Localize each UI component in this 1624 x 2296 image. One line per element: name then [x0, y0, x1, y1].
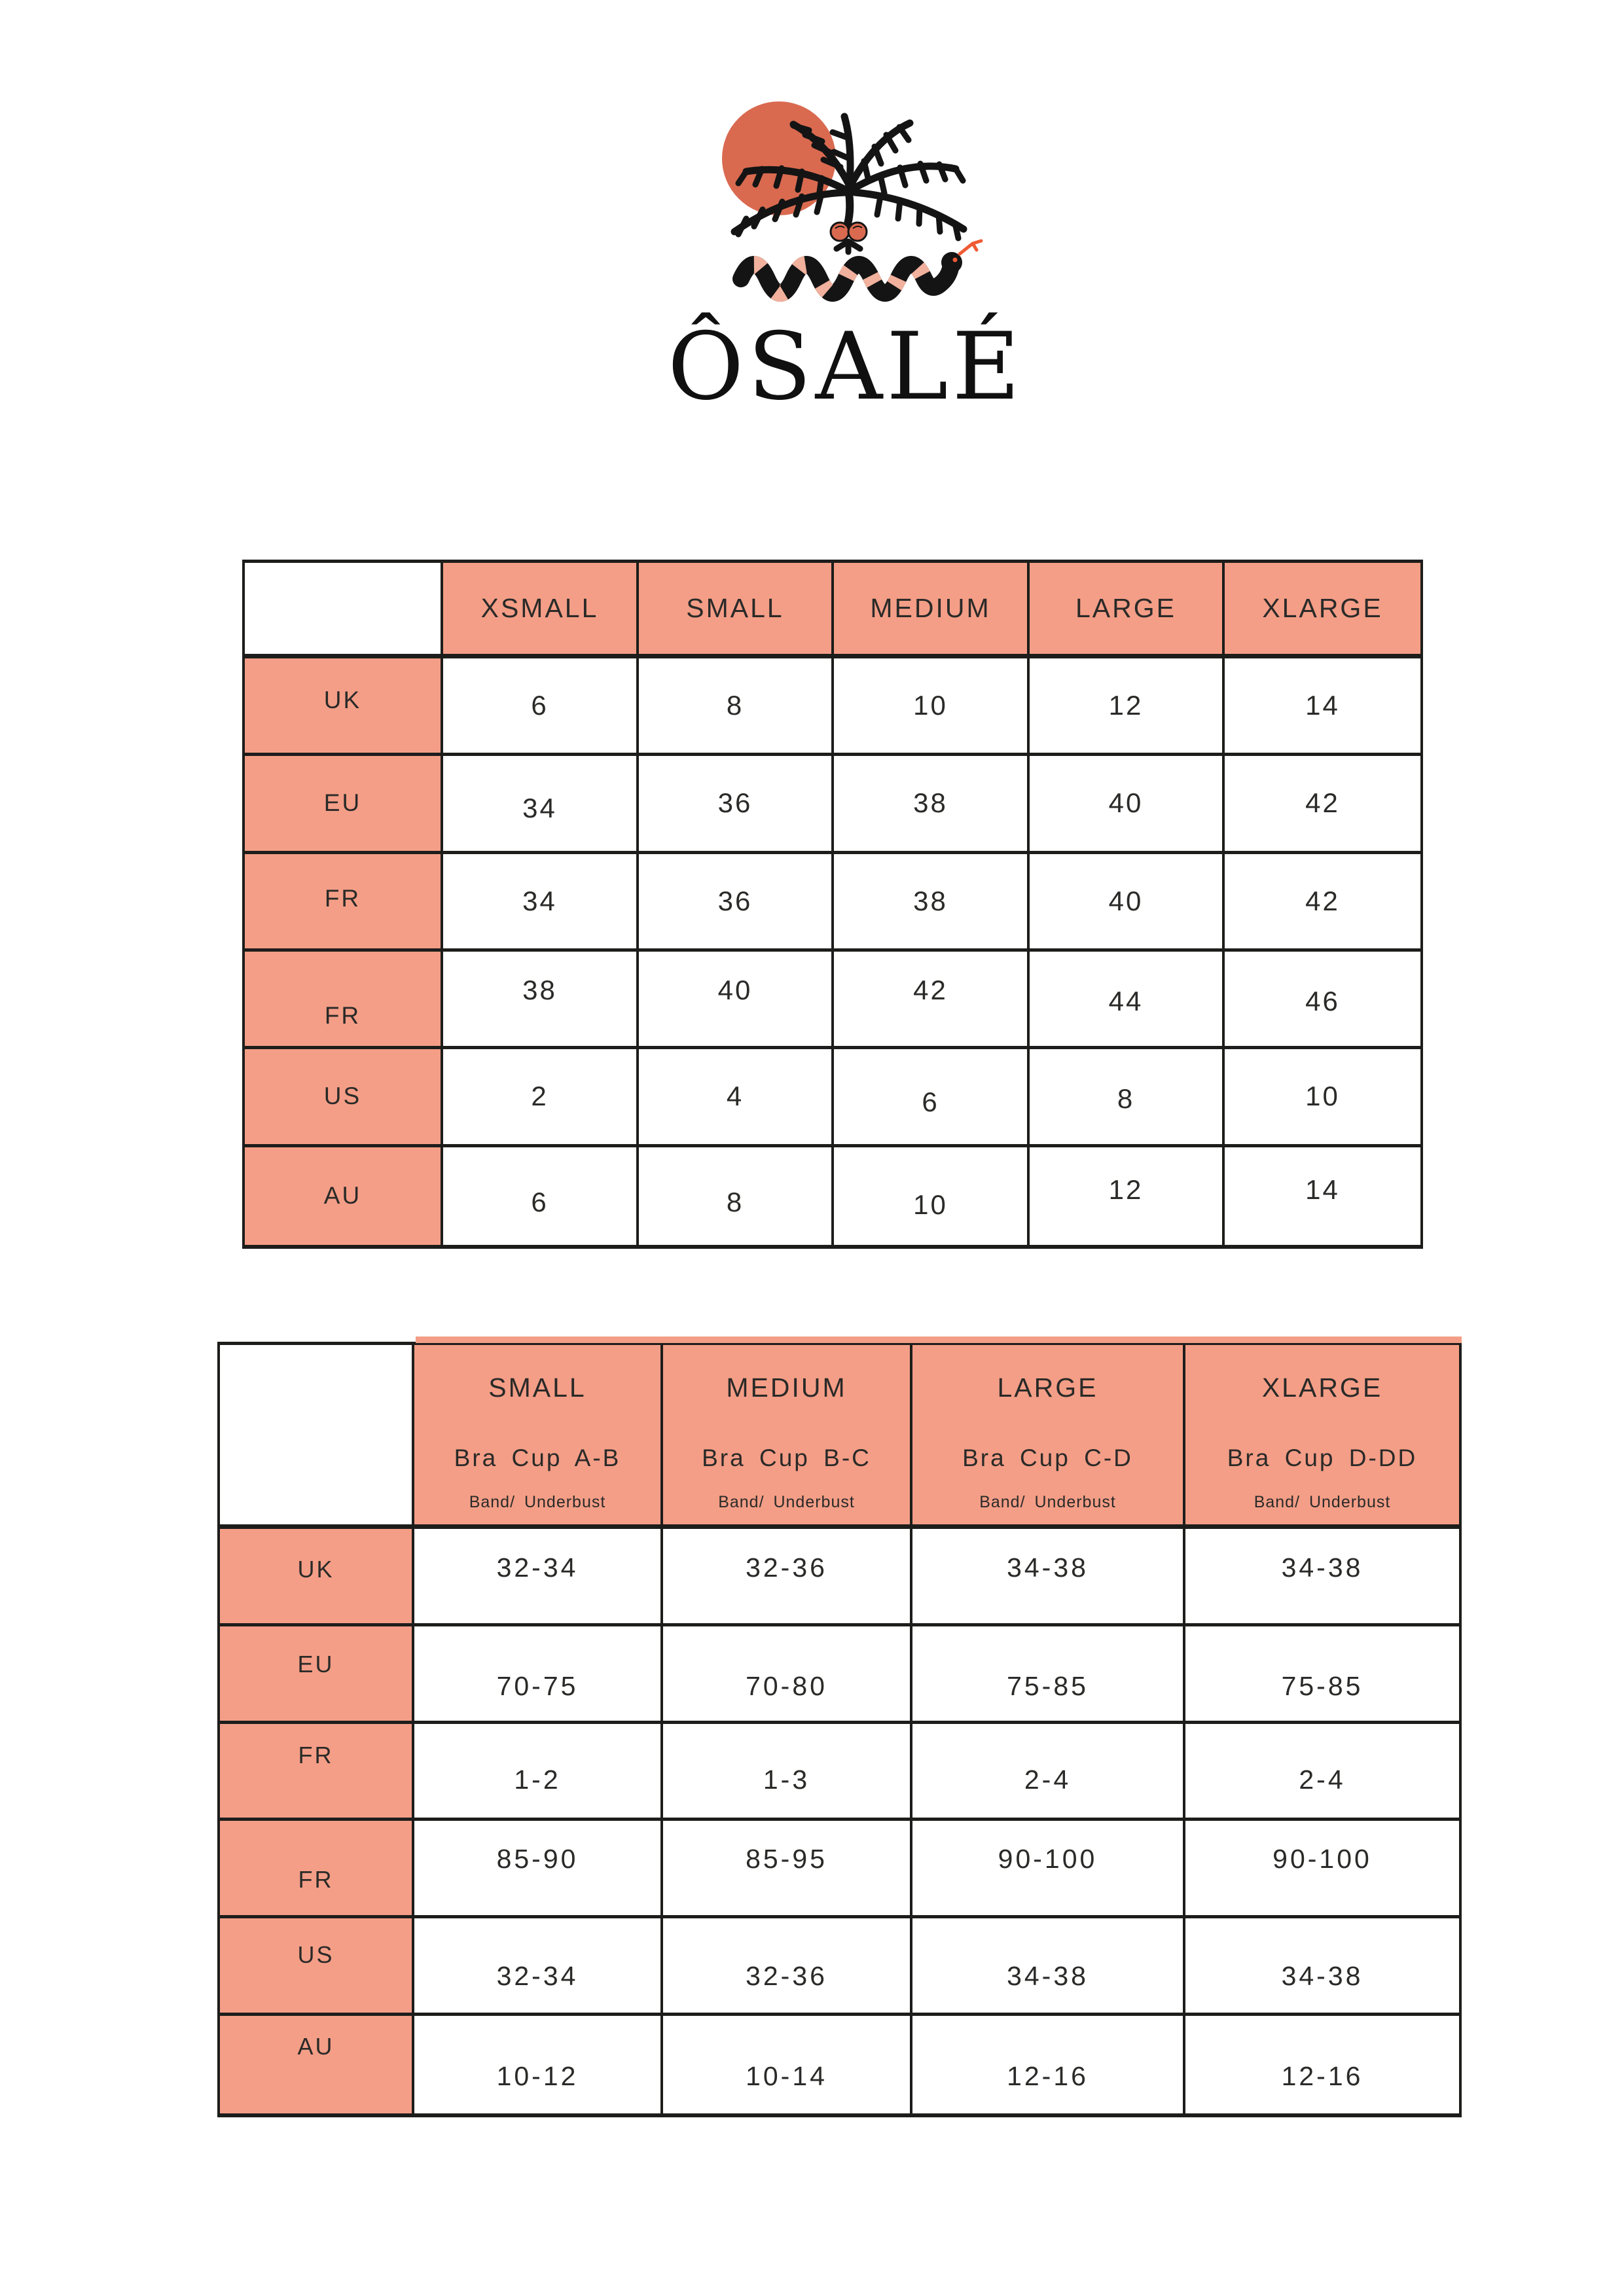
- bra-value-cell: [1185, 1724, 1459, 1821]
- garment-value-cell-text: 14: [1305, 690, 1340, 721]
- garment-header-small-text: SMALL: [686, 593, 784, 623]
- garment-value-cell-text: 8: [726, 690, 744, 721]
- garment-size-chart: [242, 560, 1423, 1249]
- garment-row-label-text: US: [323, 1083, 362, 1110]
- bra-value-cell-text: 70-80: [746, 1671, 827, 1702]
- bra-header-large: [912, 1345, 1185, 1529]
- bra-value-cell: [414, 1918, 663, 2016]
- garment-value-cell-text: 40: [1108, 885, 1144, 916]
- garment-value-cell-text: 6: [531, 1187, 549, 1218]
- bra-value-cell-text: 1-2: [514, 1765, 561, 1795]
- bra-value-cell: [912, 1626, 1185, 1724]
- bra-value-cell-text: 34-38: [1281, 1552, 1363, 1583]
- garment-value-cell: [639, 756, 834, 853]
- garment-value-cell: [443, 952, 639, 1049]
- bra-cup-range: Bra Cup A-B: [454, 1444, 621, 1471]
- garment-value-cell-text: 8: [726, 1187, 744, 1218]
- garment-value-cell: [639, 1147, 834, 1245]
- garment-row-label: [245, 1147, 443, 1245]
- garment-value-cell: [1225, 952, 1420, 1049]
- bra-value-cell: [663, 1724, 912, 1821]
- bra-value-cell-text: 32-34: [496, 1552, 579, 1583]
- bra-value-cell-text: 90-100: [1272, 1843, 1372, 1874]
- band-underbust-label: Band/ Underbust: [979, 1493, 1116, 1511]
- garment-row-label-text: UK: [323, 687, 362, 714]
- bra-value-cell: [663, 1821, 912, 1918]
- bra-value-cell-text: 70-75: [496, 1671, 579, 1702]
- garment-row-label: [245, 658, 443, 756]
- garment-value-cell-text: 46: [1305, 986, 1340, 1017]
- garment-value-cell: [1030, 756, 1225, 853]
- bra-value-cell: [414, 2016, 663, 2113]
- garment-value-cell: [834, 854, 1030, 952]
- bra-cup-range: Bra Cup D-DD: [1227, 1444, 1418, 1471]
- garment-header-medium-text: MEDIUM: [870, 593, 991, 623]
- bra-value-cell: [663, 1626, 912, 1724]
- garment-header-xlarge: [1225, 563, 1420, 658]
- bra-row-label-text: US: [297, 1941, 334, 1969]
- garment-value-cell: [1030, 658, 1225, 756]
- bra-header-medium: [663, 1345, 912, 1529]
- garment-row-label: [245, 952, 443, 1049]
- garment-value-cell-text: 2: [531, 1081, 549, 1112]
- bra-value-cell: [1185, 2016, 1459, 2113]
- garment-value-cell-text: 6: [531, 690, 549, 721]
- garment-header-xsmall: [443, 563, 639, 658]
- bra-value-cell-text: 12-16: [1007, 2061, 1089, 2092]
- garment-value-cell: [1030, 1147, 1225, 1245]
- bra-size-grid: [220, 1345, 1459, 2113]
- garment-value-cell: [1225, 854, 1420, 952]
- garment-value-cell: [834, 658, 1030, 756]
- size-label: SMALL: [488, 1372, 586, 1403]
- bra-value-cell-text: 32-36: [746, 1552, 827, 1583]
- garment-value-cell-text: 10: [913, 690, 948, 721]
- bra-value-cell: [663, 2016, 912, 2113]
- garment-value-cell: [443, 1049, 639, 1147]
- band-underbust-label: Band/ Underbust: [718, 1493, 855, 1511]
- garment-value-cell-text: 42: [1305, 787, 1340, 819]
- bra-value-cell: [1185, 1626, 1459, 1724]
- bra-value-cell-text: 12-16: [1281, 2061, 1363, 2092]
- garment-value-cell: [639, 952, 834, 1049]
- bra-value-cell: [912, 1821, 1185, 1918]
- bra-row-label-text: FR: [298, 1741, 334, 1768]
- bra-row-label: [220, 1724, 414, 1821]
- bra-row-label: [220, 1626, 414, 1724]
- garment-value-cell-text: 14: [1305, 1174, 1340, 1206]
- bra-row-label-text: FR: [298, 1866, 334, 1893]
- bra-value-cell: [414, 1529, 663, 1626]
- band-underbust-label: Band/ Underbust: [1254, 1493, 1391, 1511]
- garment-value-cell-text: 40: [1108, 787, 1144, 819]
- bra-value-cell: [414, 1626, 663, 1724]
- bra-row-label-text: EU: [297, 1650, 334, 1677]
- bra-value-cell-text: 90-100: [998, 1843, 1098, 1874]
- bra-cup-range: Bra Cup C-D: [962, 1444, 1133, 1471]
- bra-value-cell-text: 1-3: [763, 1765, 810, 1795]
- bra-value-cell-text: 34-38: [1281, 1960, 1363, 1991]
- garment-value-cell: [834, 1147, 1030, 1245]
- garment-header-large: [1030, 563, 1225, 658]
- garment-value-cell-text: 12: [1108, 690, 1144, 721]
- bra-value-cell-text: 75-85: [1007, 1671, 1089, 1702]
- garment-value-cell: [834, 756, 1030, 853]
- brand-wordmark: ÔSALÉ: [667, 313, 1024, 421]
- garment-value-cell-text: 4: [726, 1081, 744, 1112]
- garment-value-cell: [443, 854, 639, 952]
- garment-size-grid: [245, 563, 1420, 1245]
- garment-value-cell-text: 42: [1305, 885, 1340, 916]
- garment-value-cell: [1225, 756, 1420, 853]
- garment-value-cell-text: 10: [913, 1189, 948, 1221]
- garment-value-cell: [834, 952, 1030, 1049]
- bra-value-cell-text: 85-95: [746, 1843, 827, 1874]
- bra-value-cell: [414, 1724, 663, 1821]
- garment-value-cell-text: 38: [522, 975, 557, 1006]
- garment-corner-cell: [245, 563, 443, 658]
- size-label: MEDIUM: [726, 1372, 847, 1403]
- garment-value-cell-text: 40: [717, 975, 753, 1006]
- band-underbust-label: Band/ Underbust: [469, 1493, 606, 1511]
- garment-value-cell: [639, 658, 834, 756]
- size-label: XLARGE: [1261, 1372, 1383, 1403]
- garment-value-cell-text: 12: [1108, 1174, 1144, 1206]
- bra-value-cell-text: 34-38: [1007, 1552, 1089, 1583]
- garment-value-cell: [1030, 1049, 1225, 1147]
- bra-value-cell: [663, 1529, 912, 1626]
- bra-row-label: [220, 1918, 414, 2016]
- garment-value-cell: [1225, 1147, 1420, 1245]
- garment-value-cell: [1225, 1049, 1420, 1147]
- bra-value-cell-text: 34-38: [1007, 1960, 1089, 1991]
- garment-value-cell-text: 38: [913, 787, 948, 819]
- bra-corner-cell: [220, 1345, 414, 1529]
- bra-value-cell: [912, 1529, 1185, 1626]
- bra-value-cell-text: 2-4: [1024, 1765, 1072, 1795]
- garment-value-cell-text: 36: [717, 787, 753, 819]
- bra-value-cell: [912, 1724, 1185, 1821]
- garment-value-cell-text: 6: [922, 1086, 939, 1118]
- garment-value-cell-text: 34: [522, 793, 557, 824]
- garment-header-medium: [834, 563, 1030, 658]
- garment-value-cell: [1030, 952, 1225, 1049]
- bra-value-cell-text: 85-90: [496, 1843, 579, 1874]
- garment-value-cell-text: 44: [1108, 986, 1144, 1017]
- bra-value-cell-text: 32-34: [496, 1960, 579, 1991]
- garment-row-label-text: EU: [323, 789, 362, 817]
- garment-value-cell: [639, 854, 834, 952]
- garment-row-label-text: AU: [323, 1182, 362, 1210]
- bra-value-cell-text: 32-36: [746, 1960, 827, 1991]
- bra-size-chart: [217, 1342, 1462, 2117]
- garment-value-cell-text: 8: [1117, 1083, 1135, 1115]
- size-label: LARGE: [997, 1372, 1098, 1403]
- bra-row-label: [220, 1529, 414, 1626]
- bra-row-label: [220, 1821, 414, 1918]
- bra-header-small: [414, 1345, 663, 1529]
- garment-value-cell-text: 34: [522, 885, 557, 916]
- garment-value-cell-text: 36: [717, 885, 753, 916]
- bra-row-label: [220, 2016, 414, 2113]
- bra-value-cell: [1185, 1529, 1459, 1626]
- garment-row-label: [245, 854, 443, 952]
- bra-value-cell: [663, 1918, 912, 2016]
- garment-value-cell: [443, 756, 639, 853]
- bra-value-cell: [414, 1821, 663, 1918]
- garment-value-cell: [834, 1049, 1030, 1147]
- header-print-bleed: [416, 1336, 1462, 1343]
- garment-value-cell: [443, 1147, 639, 1245]
- garment-row-label: [245, 1049, 443, 1147]
- garment-value-cell: [639, 1049, 834, 1147]
- bra-value-cell-text: 2-4: [1299, 1765, 1346, 1795]
- bra-row-label-text: UK: [297, 1555, 334, 1583]
- garment-value-cell-text: 10: [1305, 1081, 1340, 1112]
- garment-row-label: [245, 756, 443, 853]
- bra-header-xlarge: [1185, 1345, 1459, 1529]
- bra-value-cell: [1185, 1821, 1459, 1918]
- bra-value-cell: [1185, 1918, 1459, 2016]
- bra-value-cell: [912, 2016, 1185, 2113]
- garment-value-cell: [443, 658, 639, 756]
- garment-header-xlarge-text: XLARGE: [1262, 593, 1383, 623]
- garment-value-cell-text: 42: [913, 975, 948, 1006]
- bra-value-cell-text: 10-12: [496, 2061, 579, 2092]
- garment-header-xsmall-text: XSMALL: [480, 593, 599, 623]
- garment-row-label-text: FR: [324, 884, 361, 912]
- bra-row-label-text: AU: [297, 2032, 334, 2060]
- bra-cup-range: Bra Cup B-C: [702, 1444, 871, 1471]
- brand-logo: [681, 60, 1008, 322]
- garment-value-cell: [1030, 854, 1225, 952]
- garment-header-large-text: LARGE: [1075, 593, 1176, 623]
- garment-value-cell: [1225, 658, 1420, 756]
- bra-value-cell-text: 10-14: [746, 2061, 827, 2092]
- garment-header-small: [639, 563, 834, 658]
- bra-value-cell: [912, 1918, 1185, 2016]
- bra-value-cell-text: 75-85: [1281, 1671, 1363, 1702]
- garment-row-label-text: FR: [324, 1002, 361, 1030]
- garment-value-cell-text: 38: [913, 885, 948, 916]
